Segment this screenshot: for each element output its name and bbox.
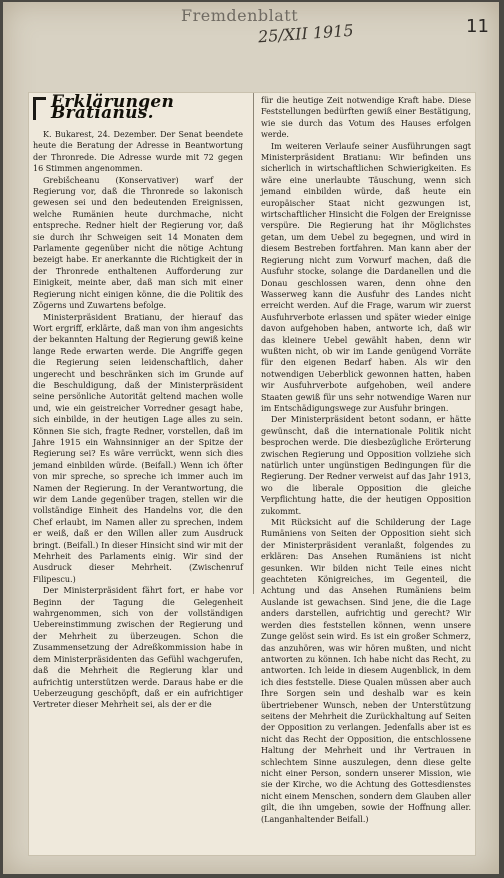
corner-bracket-icon	[33, 97, 46, 120]
newspaper-stamp: Fremdenblatt	[181, 6, 299, 25]
article-title: Erklärungen Bratianus.	[51, 92, 175, 124]
article-header	[33, 92, 243, 125]
paragraph: K. Bukarest, 24. Dezember. Der Senat beendete heute die Beratung der Adresse in Beantwortung der Thronrede. Die Adresse wurde mit 72 gegen 16 Stimmen angenommen.	[33, 130, 243, 174]
paragraph: für die heutige Zeit notwendige Kraft habe. Diese Feststellungen bedürften gewiß einer Bestätigung, wie sie durch das Votum des Hauses erfolgen werde.	[261, 96, 471, 140]
paragraph: Der Ministerpräsident betont sodann, er hätte gewünscht, daß die internationale Politik nicht besprochen werde. Die diesbezügliche Erörterung zwischen Regierung und Opposition vollziehe sich natürlich unter ungünstigen Bedingungen für die Regierung. Der Redner verweist auf das Jahr 1913, wo die liberale Opposition die gleiche Verpflichtung hatte, die der heutigen Opposition zukommt.	[261, 415, 471, 516]
handwritten-date: 25/XII 1915	[257, 20, 355, 47]
paragraph: Der Ministerpräsident fährt fort, er habe vor Beginn der Tagung die Gelegenheit wahrgenommen, sich von der vollständigen Uebereinstimmung zwischen der Regierung und der Mehrheit zu überzeugen. Schon die Zusammensetzung der Adreßkommission habe in dem Ministerpräsidenten das Gefühl wachgerufen, daß die Mehrheit die Regierung klar und aufrichtig unterstützen werde. Daraus habe er die Ueberzeugung geschöpft, daß er ein aufrichtiger Vertreter dieser Mehrheit sei, als der er die	[33, 586, 243, 710]
article-left-column	[29, 92, 247, 710]
paragraph: Mit Rücksicht auf die Schilderung der Lage Rumäniens von Seiten der Opposition sieht sich der Ministerpräsident veranlaßt, folgendes zu erklären: Das Ansehen Rumäniens ist nicht gesunken. Wir bilden nicht Teile eines nicht geachteten Königreiches, im Gegenteil, die Achtung und das Ansehen Rumäniens beim Auslande ist gewachsen. Sind jene, die die Lage anders darstellen, aufrichtig und gerecht? Wir werden dies feststellen können, wenn unsere Zunge gelöst sein wird. Es ist ein großer Schmerz, das anzuhören, was wir hören mußten, und nicht antworten zu können. Ich habe nicht das Recht, zu antworten. Ich leide in diesem Augenblick, in dem ich dies feststelle. Diese Qualen müssen aber auch Ihre Sorgen sein und deshalb war es kein übertriebener Wunsch, neben der Unterstützung seitens der Mehrheit die Zurückhaltung auf Seiten der Opposition zu verlangen. Jedenfalls aber ist es nicht das Recht der Opposition, die entschlossene Haltung der Mehrheit und ihr Vertrauen in schlechtem Sinne auszulegen, denn diese gelte nicht einer Person, sondern unserer Mission, wie sie der Kirche, wo die Achtung des Gottesdienstes nicht einem Menschen, sondern dem Glauben aller gilt, die ihn umgeben, sowie der Hoffnung aller. (Langanhaltender Beifall.)	[261, 518, 471, 824]
column-divider	[253, 93, 254, 594]
paragraph: Im weiteren Verlaufe seiner Ausführungen sagt Ministerpräsident Bratianu: Wir befinden uns sicherlich in wirtschaftlichen Schwierigkeiten. Es wäre eine unerlaubte Täuschung, wenn sich jemand einbilden würde, daß heute ein europäischer Staat nicht gezwungen ist, wirtschaftlicher Hinsicht die Folgen der Ereignisse verspüre. Die Regierung hat ihr Möglichstes getan, um dem Uebel zu begegnen, und wird in diesem Bestreben fortfahren. Man kann aber der Regierung nicht zum Vorwurf machen, daß die Ausfuhr stocke, solange die Dardanellen und die Donau geschlossen waren, denn ohne den Wasserweg kann die Ausfuhr des Landes nicht erreicht werden. Auf die Frage, warum wir zuerst Ausfuhrverbote erlassen und später wieder einige davon aufgehoben haben, antworte ich, daß wir das kleinere Uebel gewählt haben, denn wir wußten nicht, ob wir im Lande genügend Vorräte für den eigenen Bedarf haben. Als wir den notwendigen Ueberblick gewonnen hatten, haben wir Ausfuhrverbote aufgehoben, weil andere Staaten gewiß für uns sehr notwendige Waren nur im Entschädigungswege zur Ausfuhr bringen.	[261, 141, 471, 413]
page-number: 11	[466, 16, 489, 37]
paragraph: Grebišcheanu (Konservativer) warf der Regierung vor, daß die Thronrede so lakonisch gewesen sei und den bedeutenden Ereignissen, welche Rumänien heute durchmache, nicht entspreche. Redner hielt der Regierung vor, daß sie durch ihr Schweigen seit 14 Monaten dem Parlamente gegenüber nicht die nötige Achtung bezeigt habe. Er anerkannte die Richtigkeit der in der Thronrede enthaltenen Aufforderung zur Einigkeit, meinte aber, daß man sich mit einer Regierung nicht einigen könne, die die Politik des Zögerns und Zuwartens befolge.	[33, 175, 243, 311]
article-right-column	[257, 93, 475, 824]
newspaper-clipping	[28, 92, 476, 856]
paragraph: Ministerpräsident Bratianu, der hierauf das Wort ergriff, erklärte, daß man von ihm angesichts der bekannten Haltung der Regierung gewiß keine lange Rede erwarten werde. Die Angriffe gegen die Regierung seien leidenschaftlich, daher ungerecht und beschränken sich im Grunde auf die Beschuldigung, daß der Ministerpräsident seine persönliche Autorität geltend machen wolle und, wie ein geistreicher Vorredner gesagt habe, sich einbilde, in der heutigen Lage alles zu sein. Können Sie sich, fragte Redner, vorstellen, daß im Jahre 1915 ein Wahnsinniger an der Spitze der Regierung sei? Es wäre verrückt, wenn sich dies jemand einbilden würde. (Beifall.) Wenn ich öfter von mir spreche, so spreche ich immer auch im Namen der Regierung. In der Verantwortung, die wir dem Lande gegenüber tragen, stellen wir die vollständige Einheit des Handelns vor, die den Chef erlaubt, im Namen aller zu sprechen, indem er weiß, daß er den Willen aller zum Ausdruck bringt. (Beifall.) In dieser Hinsicht sind wir mit der Mehrheit des Parlaments einig. Wir sind der Ausdruck dieser Mehrheit. (Zwischenruf Filipescu.)	[33, 312, 243, 584]
